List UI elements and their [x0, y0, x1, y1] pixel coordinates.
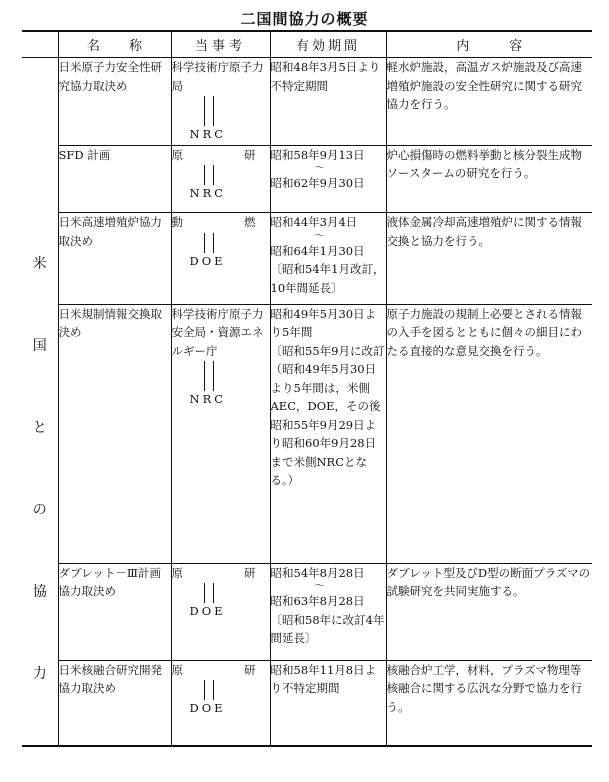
party-connector — [204, 361, 214, 391]
party-name: 科学技術庁原子力局 — [171, 60, 264, 93]
table-row — [22, 58, 592, 146]
party-cell — [171, 58, 270, 146]
content-cell: ダブレット型及びD型の断面プラズマの試験研究を共同実施する。 — [386, 563, 592, 660]
party-org: NRC — [189, 127, 227, 141]
table-row — [22, 304, 592, 563]
content-cell: 液体金属冷却高速増殖炉に関する情報交換と協力を行う。 — [386, 213, 592, 305]
header-parties: 当事考 — [171, 31, 270, 58]
party-org: DOE — [189, 604, 226, 619]
side-label: 米 国 と の 協 力 — [22, 58, 58, 747]
content-cell: 軽水炉施設，高温ガス炉施設及び高速増殖炉施設の安全性研究に関する研究協力を行う。 — [386, 58, 592, 146]
content-cell: 原子力施設の規制上必要とされる情報の入手を図るとともに個々の細目にわたる直接的な意見交換を行う。 — [386, 304, 592, 563]
agreement-name: ダブレット－Ⅲ計画協力取決め — [58, 563, 171, 660]
party-connector — [204, 233, 214, 253]
table-row — [22, 563, 592, 660]
party-connector — [204, 680, 214, 700]
period-cell: 昭和58年11月8日より不特定期間 — [270, 660, 386, 746]
agreement-name: 日米原子力安全性研究協力取決め — [58, 58, 171, 146]
table-row — [22, 145, 592, 212]
agreement-name: 日米高速増殖炉協力取決め — [58, 213, 171, 305]
header-content: 内 容 — [386, 31, 592, 58]
content-cell: 核融合炉工学，材料，プラズマ物理等核融合に関する広汎な分野で協力を行う。 — [386, 660, 592, 746]
period-cell: 昭和49年5月30日より5年間 〔昭和55年9月に改訂 （昭和49年5月30日より5年間は，米側AEC，DOE，その後昭和55年9月29日より昭和60年9月28日まで米側NRCとなる。） — [270, 304, 386, 563]
party-name: 科学技術庁原子力安全局・資源エネルギー庁 — [171, 306, 264, 358]
period-cell: 昭和48年3月5日より不特定期間 — [270, 58, 386, 146]
party-cell: 動 燃 DOE — [171, 213, 270, 305]
party-org: NRC — [189, 392, 227, 407]
agreement-name: 日米核融合研究開発協力取決め — [58, 660, 171, 746]
party-cell: 原 研 DOE — [171, 563, 270, 660]
period-cell: 昭和54年8月28日 〜 昭和63年8月28日 〔昭和58年に改訂4年間延長〕 — [270, 563, 386, 660]
party-org: DOE — [189, 253, 226, 268]
party-org: NRC — [189, 186, 227, 201]
table-row — [22, 660, 592, 746]
page-title: 二国間協力の概要 — [240, 10, 369, 28]
content-cell: 炉心損傷時の燃料挙動と核分裂生成物ソースタームの研究を行う。 — [386, 145, 592, 212]
table-row — [22, 213, 592, 305]
cooperation-table — [22, 30, 592, 747]
agreement-name: SFD 計画 — [58, 145, 171, 212]
party-connector — [204, 96, 214, 126]
period-cell: 昭和58年9月13日 〜 昭和62年9月30日 — [270, 145, 386, 212]
header-period: 有効期間 — [270, 31, 386, 58]
agreement-name: 日米規制情報交換取決め — [58, 304, 171, 563]
party-connector — [204, 165, 214, 185]
header-row — [22, 31, 592, 58]
party-cell — [171, 304, 270, 563]
period-cell: 昭和44年3月4日 〜 昭和64年1月30日 〔昭和54年1月改訂，10年間延長〕 — [270, 213, 386, 305]
party-org: DOE — [189, 701, 226, 716]
header-name: 名 称 — [58, 31, 171, 58]
party-cell: 原 研 NRC — [171, 145, 270, 212]
party-connector — [204, 583, 214, 603]
party-cell: 原 研 DOE — [171, 660, 270, 746]
header-blank — [22, 31, 58, 58]
